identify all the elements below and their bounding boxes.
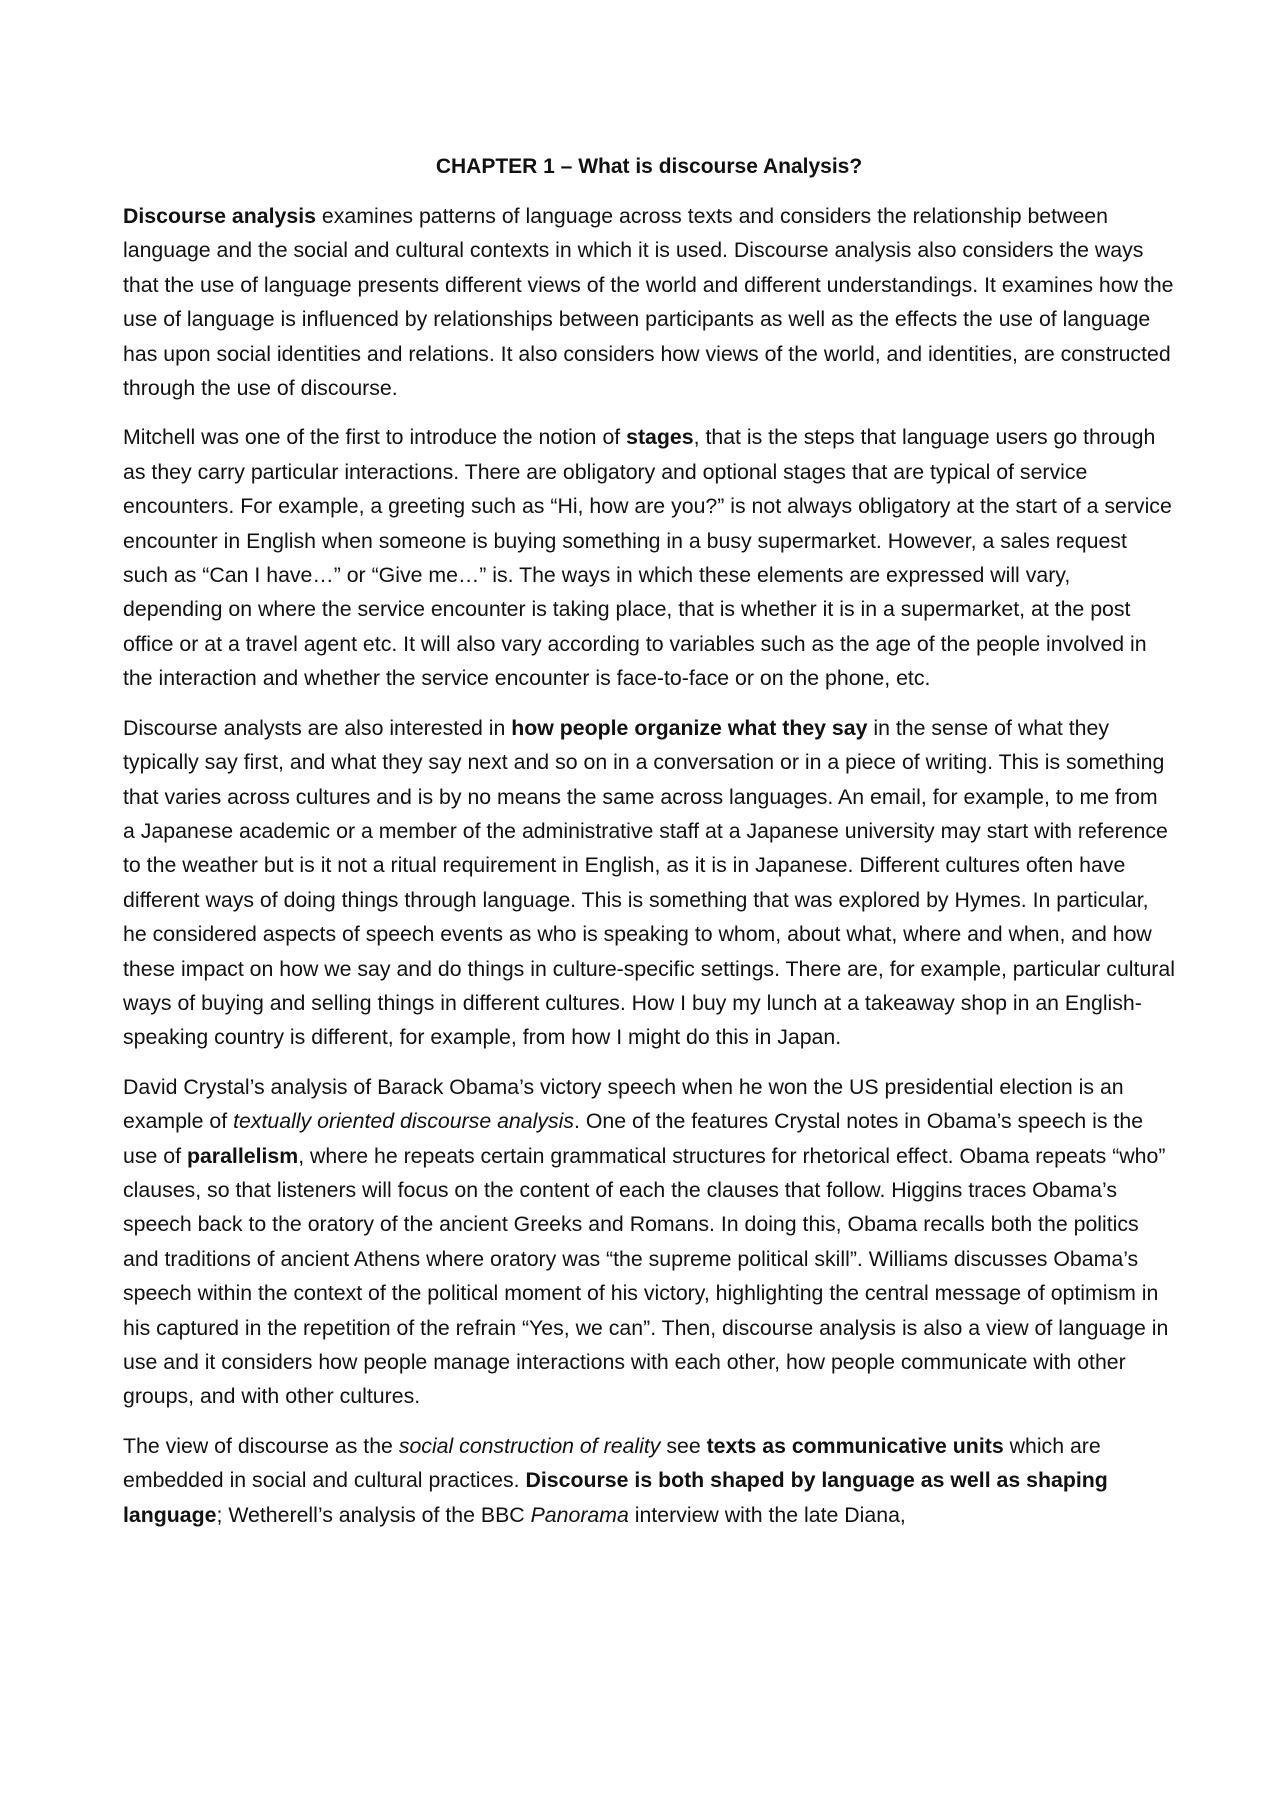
document-page [123, 150, 1175, 1547]
text-run: Discourse analysts are also interested in [123, 715, 512, 740]
text-run: , where he repeats certain grammatical structures for rhetorical effect. Obama repeats “who” clauses, so that listeners will focus on the content of each the clauses that follow. Higgins traces Obama’s speech back to the oratory of the ancient Greeks and Romans. In doing this, Obama recalls both the politics and traditions of ancient Athens where oratory was “the supreme political skill”. Williams discusses Obama’s speech within the context of the political moment of his victory, highlighting the central message of optimism in his captured in the repetition of the refrain “Yes, we can”. Then, discourse analysis is also a view of language in use and it considers how people manage interactions with each other, how people communicate with other groups, and with other cultures. [123, 1143, 1169, 1409]
document-body [123, 199, 1175, 1532]
bold-term: Discourse is both shaped by language as well as shaping language [123, 1468, 1108, 1527]
text-run: in the sense of what they typically say first, and what they say next and so on in a conversation or in a piece of writing. This is something that varies across cultures and is by no means the same across languages. An email, for example, to me from a Japanese academic or a member of the administrative staff at a Japanese university may start with reference to the weather but is it not a ritual requirement in English, as it is in Japanese. Different cultures often have different ways of doing things through language. This is something that was explored by Hymes. In particular, he considered aspects of speech events as who is speaking to whom, about what, where and when, and how these impact on how we say and do things in culture-specific settings. There are, for example, particular cultural ways of buying and selling things in different cultures. How I buy my lunch at a takeaway shop in an English-speaking country is different, for example, from how I might do this in Japan. [123, 715, 1175, 1050]
paragraph-1 [123, 199, 1175, 405]
italic-term: social construction of reality [398, 1433, 661, 1458]
text-run: see [660, 1433, 707, 1458]
paragraph-5 [123, 1429, 1175, 1532]
bold-term: stages [626, 425, 694, 450]
text-run: David Crystal’s analysis of Barack Obama’s victory speech when he won the US presidential election is an example of [123, 1074, 1124, 1134]
text-run: Mitchell was one of the first to introduce the notion of [123, 425, 627, 450]
bold-term: Discourse analysis [123, 204, 316, 228]
paragraph-4 [123, 1070, 1175, 1414]
text-run: which are embedded in social and cultural practices. [123, 1433, 1101, 1493]
text-run: ; Wetherell’s analysis of the BBC [216, 1502, 531, 1527]
bold-term: texts as communicative units [706, 1433, 1004, 1458]
chapter-title: CHAPTER 1 – What is discourse Analysis? [435, 155, 863, 178]
text-run: . One of the features Crystal notes in Obama’s speech is the use of [123, 1109, 1144, 1168]
paragraph-2 [123, 420, 1175, 695]
text-run: examines patterns of language across texts and considers the relationship between language and the social and cultural contexts in which it is used. Discourse analysis also considers the ways that the use of language presents different views of the world and different understandings. It examines how the use of language is influenced by relationships between participants as well as the effects the use of language has upon social identities and relations. It also considers how views of the world, and identities, are constructed through the use of discourse. [123, 204, 1174, 401]
paragraph-3 [123, 711, 1175, 1055]
bold-term: how people organize what they say [511, 715, 868, 740]
text-run: The view of discourse as the [123, 1433, 399, 1458]
italic-term: textually oriented discourse analysis [233, 1109, 575, 1134]
text-run: interview with the late Diana, [628, 1502, 906, 1527]
italic-term: Panorama [530, 1502, 629, 1527]
text-run: , that is the steps that language users go through as they carry particular interactions. There are obligatory and optional stages that are typical of service encounters. For example, a greeting such as “Hi, how are you?” is not always obligatory at the start of a service encounter in English when someone is buying something in a busy supermarket. However, a sales request such as “Can I have…” or “Give me…” is. The ways in which these elements are expressed will vary, depending on where the service encounter is taking place, that is whether it is in a supermarket, at the post office or at a travel agent etc. It will also vary according to variables such as the age of the people involved in the interaction and whether the service encounter is face-to-face or on the phone, etc. [123, 425, 1172, 691]
bold-term: parallelism [186, 1143, 299, 1168]
